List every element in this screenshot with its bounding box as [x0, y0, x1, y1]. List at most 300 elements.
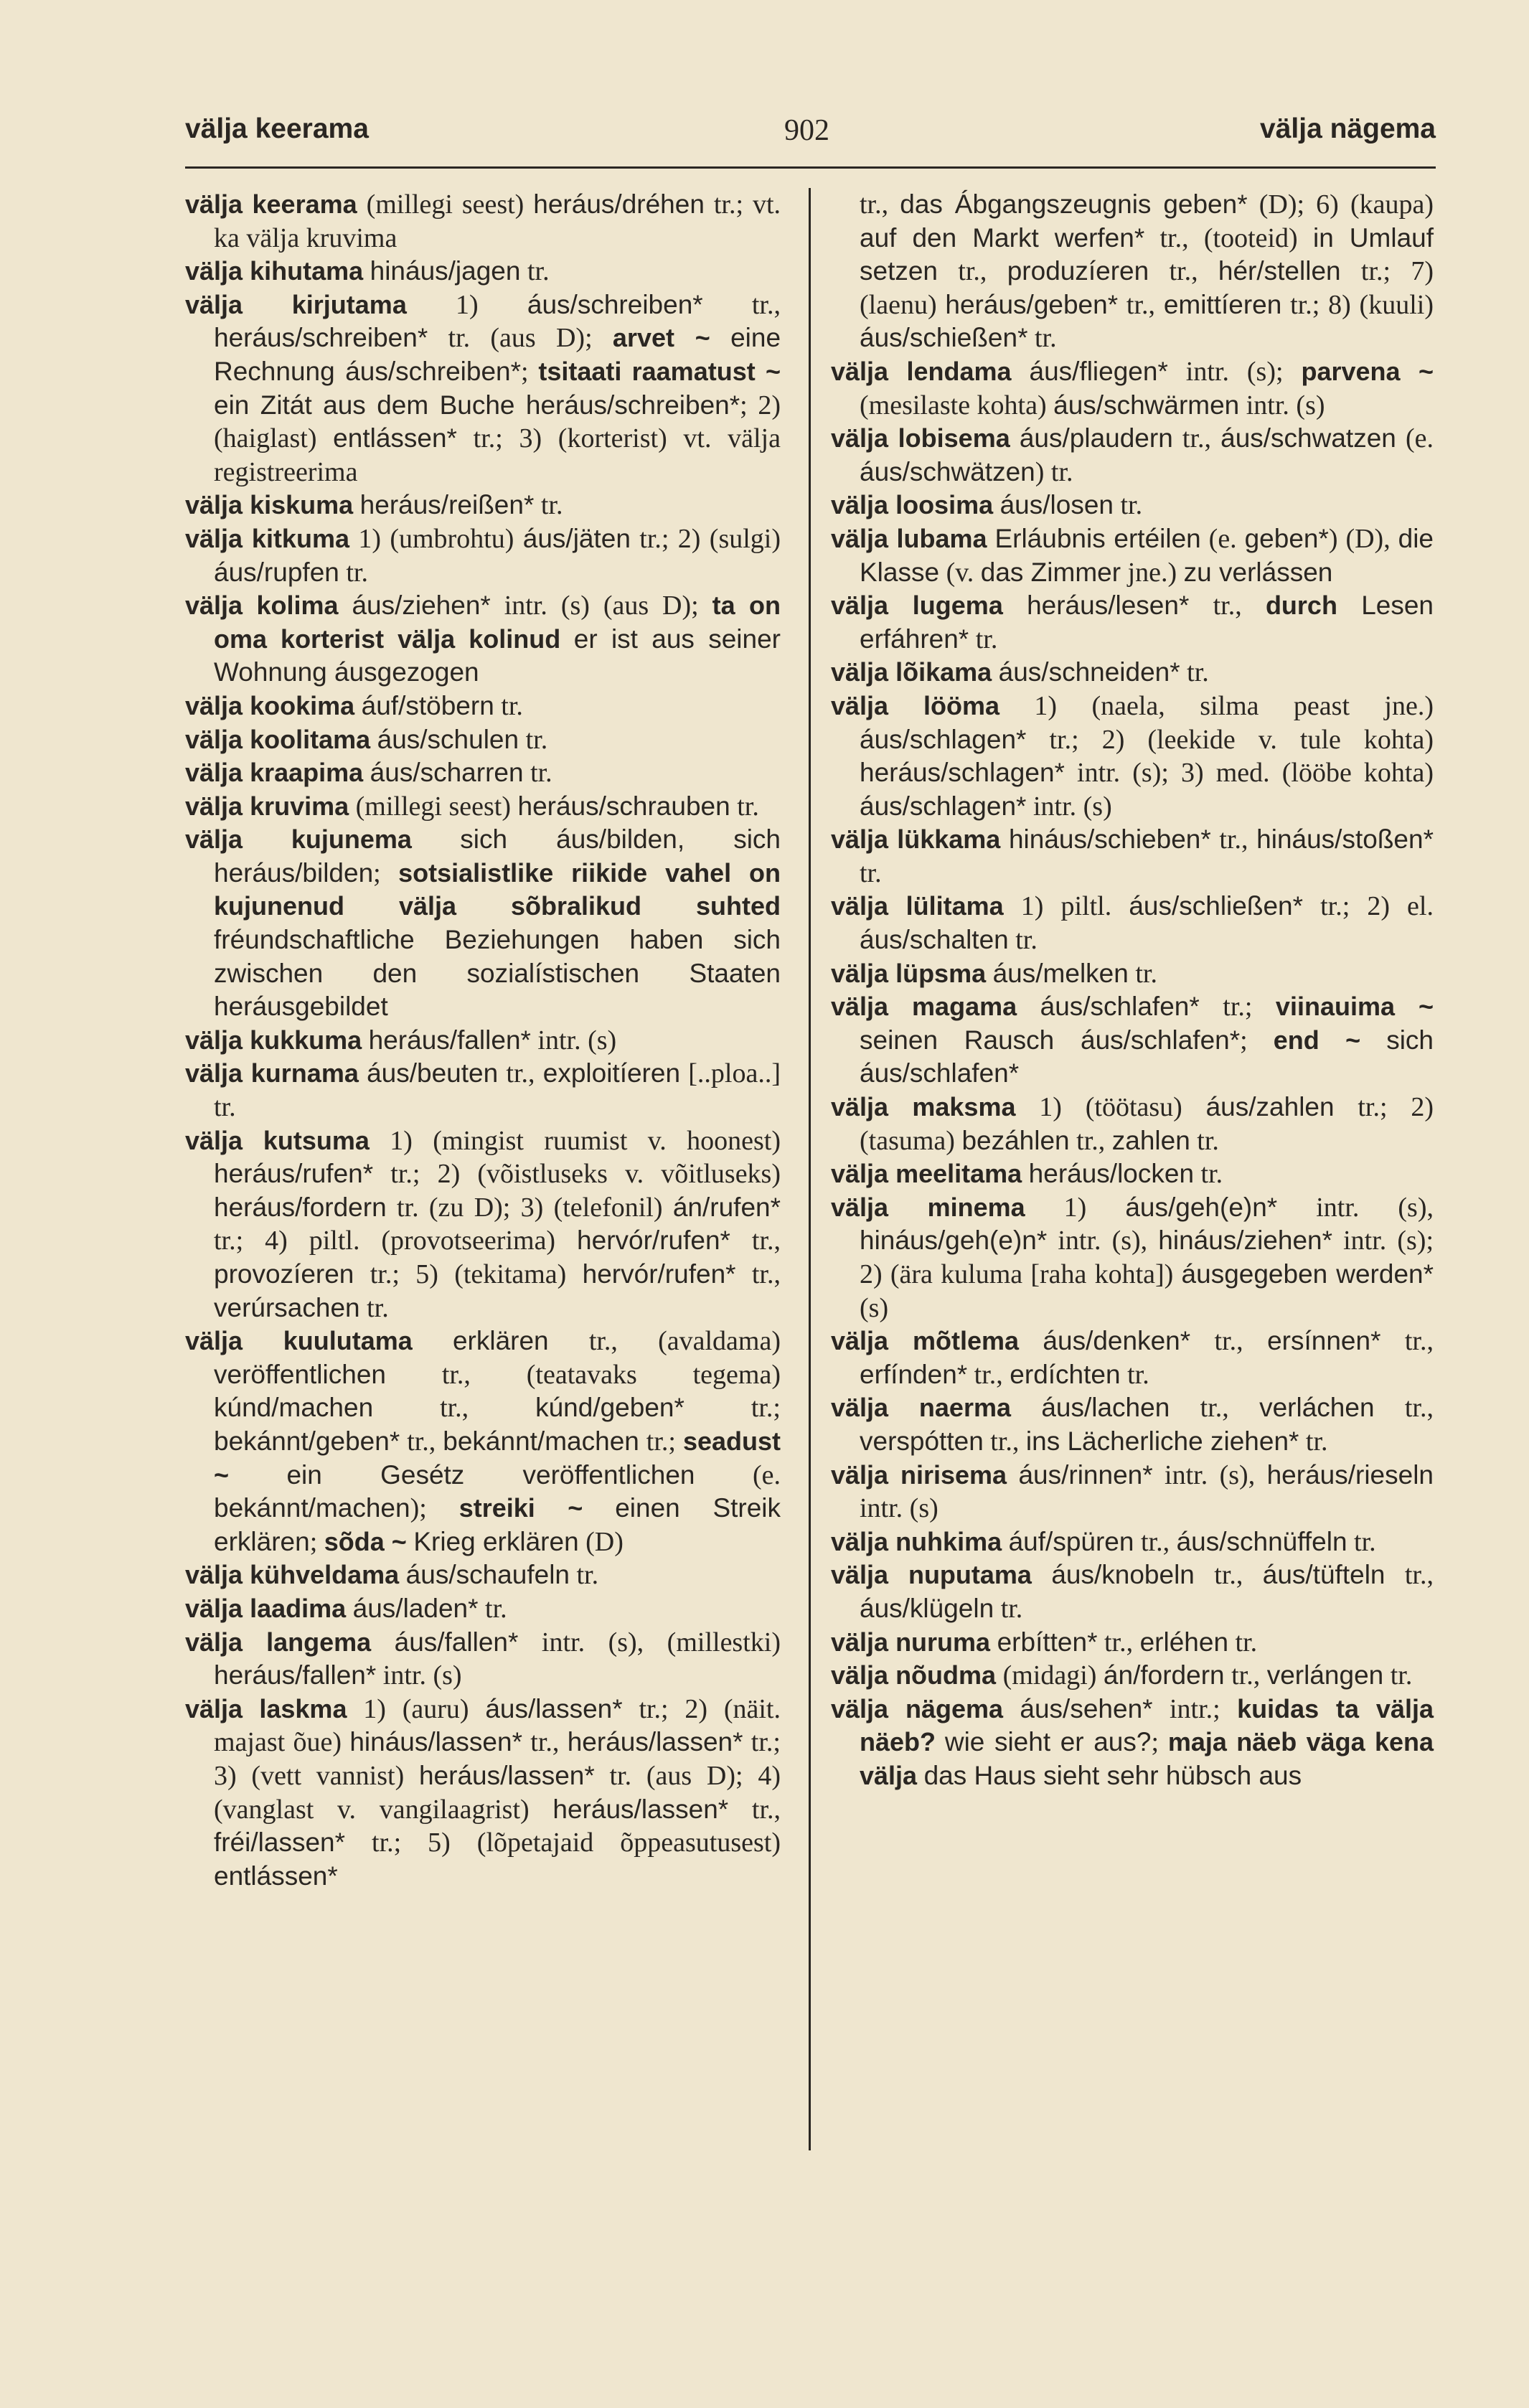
entry-note: tr.; 2) el.	[1303, 891, 1434, 922]
entry-note: intr.;	[1152, 1693, 1238, 1724]
entry-note: tr.,	[1210, 824, 1257, 855]
entry-note	[1000, 824, 1009, 855]
entry-translation: áus/schwärmen	[1053, 390, 1240, 420]
entry-headword: välja laskma	[185, 1693, 347, 1723]
dictionary-entry	[831, 1659, 1434, 1693]
entry-translation: hervór/rufen*	[577, 1226, 730, 1256]
entry-translation: áuf/stöbern	[361, 690, 494, 720]
entry-note	[1022, 1159, 1029, 1189]
entry-note	[1011, 1393, 1041, 1423]
entry-note: tr.	[478, 1593, 507, 1624]
entry-note: tr.; 7) (laenu)	[860, 256, 1434, 320]
entry-translation: heráus/fallen*	[368, 1025, 531, 1055]
entry-translation: áus/fallen*	[394, 1627, 519, 1657]
entry-note: tr.; 5) (tekitama)	[354, 1259, 583, 1289]
entry-headword: välja koolitama	[185, 724, 371, 754]
entry-headword: välja kolima	[185, 591, 339, 621]
entry-translation: án/rufen*	[672, 1192, 781, 1222]
entry-note	[1019, 1326, 1043, 1356]
entry-translation: die Klasse	[860, 523, 1434, 587]
entry-translation: produzíeren	[1007, 256, 1149, 286]
entry-headword: välja nuhkima	[831, 1526, 1002, 1556]
entry-translation: bekánnt/geben*	[214, 1426, 400, 1456]
dictionary-entry	[831, 422, 1434, 489]
entry-note: tr.	[570, 1560, 599, 1591]
entry-headword: välja maksma	[831, 1092, 1016, 1122]
entry-note: ;	[309, 1526, 324, 1557]
entry-note	[710, 323, 730, 353]
entry-translation: áus/schaufeln	[405, 1560, 570, 1590]
entry-note: tr.; vt. ka välja kruvima	[214, 189, 781, 253]
entry-note: tr.; 4) piltl. (provotseerima)	[214, 1226, 578, 1256]
entry-note: (e.	[1200, 523, 1245, 554]
dictionary-entry	[185, 255, 781, 288]
entry-headword: välja kiskuma	[185, 490, 354, 520]
entry-note: (mesilaste kohta)	[860, 390, 1054, 420]
entry-note: tr.	[1114, 490, 1143, 521]
entry-translation: heráus/fordern	[214, 1192, 387, 1222]
entry-note	[363, 758, 370, 788]
entry-note: tr.	[339, 557, 368, 588]
entry-translation: áus/jäten	[522, 523, 631, 553]
entry-translation: sich áus/schlafen*	[860, 1025, 1434, 1088]
entry-translation: heráus/rieseln	[1266, 1459, 1434, 1490]
entry-translation: provozíeren	[214, 1259, 354, 1289]
dictionary-entry	[831, 1525, 1434, 1559]
dictionary-entry	[185, 489, 781, 522]
entry-translation: Lesen erfáhren*	[860, 591, 1434, 654]
entry-note: intr. (s),	[1047, 1226, 1159, 1256]
entry-note: tr. (aus D);	[428, 323, 613, 354]
entry-note	[353, 490, 360, 520]
entry-note: intr. (s)	[376, 1660, 462, 1691]
entry-translation: erklären	[452, 1326, 549, 1356]
entry-translation: áus/melken	[992, 958, 1129, 988]
entry-note: (millegi seest)	[357, 189, 534, 220]
entry-note: intr. (s); 3) med. (lööbe kohta)	[1064, 758, 1434, 789]
entry-note	[1007, 1460, 1018, 1490]
entry-headword: välja lobisema	[831, 423, 1010, 453]
entry-note: tr.,	[1374, 1393, 1434, 1424]
entry-note: (millegi seest)	[349, 791, 518, 822]
left-column	[185, 188, 781, 1893]
dictionary-entry	[831, 990, 1434, 1091]
entry-note: tr.,	[1380, 1326, 1434, 1357]
entry-note: tr.,	[983, 1426, 1026, 1457]
dictionary-entry	[831, 1091, 1434, 1157]
entry-note: tr.; 2) (sulgi)	[630, 523, 781, 554]
entry-note: (e.	[1396, 423, 1434, 454]
entry-translation: verláchen	[1259, 1393, 1375, 1423]
entry-headword: välja kurnama	[185, 1058, 359, 1088]
entry-note: tr.,	[1224, 1660, 1267, 1691]
entry-note: tr.,	[1189, 591, 1266, 621]
entry-note: ;	[521, 356, 539, 387]
entry-note: 1) (naela, silma peast jne.)	[999, 690, 1434, 721]
dictionary-entry	[185, 1024, 781, 1058]
entry-translation: heráus/fallen*	[214, 1660, 377, 1690]
entry-translation: áus/denken*	[1043, 1326, 1191, 1356]
entry-translation: das Haus sieht sehr hübsch aus	[923, 1760, 1302, 1790]
entry-note: tr., (teatavaks tegema)	[385, 1359, 781, 1390]
entry-note: (s)	[860, 1292, 889, 1323]
entry-note: tr.;	[639, 1426, 683, 1457]
entry-note	[371, 1627, 395, 1657]
entry-headword: välja lendama	[831, 356, 1012, 386]
dictionary-entry	[185, 522, 781, 589]
entry-headword: välja nuruma	[831, 1627, 991, 1657]
entry-translation: Erláubnis ertéilen	[994, 523, 1201, 553]
entry-translation: fréi/lassen*	[214, 1828, 346, 1858]
dictionary-entry	[185, 823, 781, 1024]
entry-note: tr.,	[1118, 289, 1164, 320]
entry-note	[936, 1727, 945, 1757]
entry-headword: välja magama	[831, 992, 1017, 1022]
entry-translation: áusgegeben werden*	[1181, 1259, 1434, 1289]
entry-headword: viinauima ~	[1275, 992, 1434, 1022]
entry-note	[917, 1761, 924, 1791]
entry-translation: auf den Markt werfen*	[860, 222, 1145, 253]
dictionary-entry	[185, 1693, 781, 1894]
dictionary-entry	[831, 188, 1434, 355]
entry-note	[413, 1326, 453, 1356]
entry-headword: end ~	[1273, 1025, 1361, 1055]
entry-note	[412, 824, 460, 855]
entry-headword: välja kraapima	[185, 758, 364, 788]
entry-translation: Krieg erklären	[413, 1526, 579, 1556]
entry-note: tr.,	[373, 1393, 536, 1424]
entry-headword: ta on oma korterist välja kolinud	[214, 591, 781, 654]
entry-note: tr.,	[1069, 1125, 1112, 1156]
entry-note: ) tr.	[1035, 456, 1073, 487]
entry-translation: áus/schreiben*	[527, 289, 703, 319]
entry-translation: in Umlauf setzen	[860, 222, 1434, 286]
entry-note: tr.,	[1097, 1627, 1140, 1657]
entry-note: 1) (mingist ruumist v. hoonest)	[369, 1125, 781, 1156]
entry-translation: ersínnen*	[1267, 1326, 1381, 1356]
entry-note	[992, 657, 999, 687]
entry-translation: bekánnt/machen	[443, 1426, 639, 1456]
entry-translation: er ist aus seiner Wohnung áusgezogen	[214, 624, 781, 687]
entry-note: tr. (zu D); 3) (telefonil)	[386, 1192, 673, 1223]
entry-translation: heráus/rufen*	[214, 1159, 374, 1189]
dictionary-entry	[185, 1558, 781, 1592]
dictionary-entry	[831, 1325, 1434, 1391]
entry-note	[370, 725, 377, 755]
dictionary-entry	[185, 1325, 781, 1558]
page-number: 902	[784, 114, 829, 147]
entry-note: tr.; 2) (näit. majast õue)	[214, 1693, 781, 1758]
dictionary-entry	[185, 1626, 781, 1693]
entry-note: ;	[1151, 1727, 1168, 1758]
entry-headword: välja kühveldama	[185, 1560, 400, 1590]
entry-translation: hináus/ziehen*	[1158, 1226, 1333, 1256]
entry-note: ; 2) (haiglast)	[214, 390, 781, 454]
dictionary-entry	[185, 288, 781, 489]
entry-translation: hináus/stoßen*	[1256, 824, 1434, 855]
entry-translation: das Zimmer	[980, 557, 1121, 587]
entry-headword: välja kutsuma	[185, 1125, 370, 1155]
entry-note: (e.	[695, 1459, 781, 1490]
entry-note: tr., (avaldama)	[548, 1326, 781, 1357]
entry-headword: durch	[1265, 591, 1337, 621]
entry-headword: välja langema	[185, 1627, 372, 1657]
entry-translation: áus/scharren	[370, 758, 524, 788]
entry-note: intr. (s),	[1277, 1192, 1434, 1223]
entry-note: tr.,	[1149, 256, 1218, 287]
entry-headword: välja lubama	[831, 523, 987, 553]
entry-note: tr.; 2) (tasuma)	[860, 1092, 1434, 1156]
running-head-left: välja keerama	[185, 113, 369, 144]
dictionary-entry	[185, 690, 781, 723]
dictionary-entry	[831, 1558, 1434, 1625]
entry-translation: ins Lächerliche ziehen*	[1025, 1426, 1299, 1456]
entry-translation: áus/fliegen*	[1029, 356, 1168, 386]
entry-translation: áus/lassen*	[485, 1693, 623, 1723]
entry-translation: áus/schließen*	[1129, 891, 1303, 921]
entry-headword: välja mõtlema	[831, 1326, 1020, 1356]
entry-translation: veröffentlichen	[214, 1359, 386, 1389]
entry-note: intr. (s)	[1239, 390, 1325, 420]
dictionary-entry	[831, 1391, 1434, 1458]
entry-translation: hináus/jagen	[370, 256, 521, 286]
entry-translation: verlángen	[1266, 1660, 1384, 1690]
dictionary-entry	[831, 690, 1434, 823]
entry-headword: välja nägema	[831, 1693, 1004, 1723]
entry-translation: áus/schneiden*	[998, 657, 1180, 687]
entry-translation: heráus/schreiben*	[214, 323, 428, 353]
entry-note: intr. (s),	[1152, 1459, 1267, 1490]
entry-translation: heráus/locken	[1028, 1159, 1195, 1189]
entry-headword: välja naerma	[831, 1393, 1011, 1423]
dictionary-entry	[185, 756, 781, 790]
entry-headword: välja lõikama	[831, 657, 992, 687]
entry-translation: emittíeren	[1163, 289, 1282, 319]
entry-note	[359, 1058, 367, 1088]
entry-translation: heráus/lassen*	[552, 1794, 729, 1824]
entry-note: tr.	[730, 791, 759, 822]
entry-note: tr.	[1347, 1526, 1376, 1557]
entry-note: intr. (s), (millestki)	[518, 1627, 781, 1657]
entry-headword: välja kruvima	[185, 791, 349, 821]
entry-note: tr.	[1027, 323, 1057, 354]
entry-translation: seinen Rausch áus/schlafen*	[860, 1025, 1241, 1055]
entry-note	[363, 256, 370, 286]
entry-translation: áuf/spüren	[1008, 1526, 1134, 1556]
entry-headword: välja keerama	[185, 189, 357, 219]
entry-note: 1) (auru)	[347, 1693, 486, 1724]
entry-note: tr.,	[735, 1259, 781, 1289]
dictionary-entry	[185, 1057, 781, 1124]
entry-note: tr.	[494, 690, 523, 721]
entry-note	[1017, 992, 1040, 1022]
entry-note	[1337, 591, 1361, 621]
entry-headword: välja nuputama	[831, 1560, 1032, 1590]
entry-note: tr.;	[684, 1393, 781, 1424]
entry-headword: seadust ~	[214, 1426, 781, 1490]
entry-headword: välja kirjutama	[185, 289, 407, 319]
entry-translation: sich áus/bilden, sich heráus/bilden	[214, 824, 781, 888]
entry-translation: hináus/lassen*	[349, 1727, 522, 1757]
entry-headword: välja kihutama	[185, 256, 364, 286]
entry-translation: áus/schwätzen	[860, 456, 1035, 486]
entry-translation: áus/schnüffeln	[1176, 1526, 1347, 1556]
entry-note	[560, 624, 574, 654]
entry-translation: áus/knobeln	[1051, 1560, 1195, 1590]
entry-note: tr.	[1120, 1359, 1149, 1390]
entry-note: tr.,	[860, 189, 900, 220]
entry-translation: áus/schlagen*	[860, 724, 1027, 754]
entry-translation: áus/plaudern	[1019, 423, 1173, 453]
entry-note: tr.,	[1190, 1326, 1268, 1357]
entry-translation: eine Rechnung áus/schreiben*	[214, 323, 781, 386]
dictionary-entry	[831, 1157, 1434, 1191]
right-column	[831, 188, 1434, 1793]
entry-headword: välja lööma	[831, 690, 999, 720]
entry-note	[399, 1560, 406, 1590]
entry-translation: áus/sehen*	[1020, 1693, 1153, 1723]
entry-translation: erfínden*	[860, 1359, 968, 1389]
entry-note: );	[410, 1493, 459, 1524]
entry-note: tr.	[1128, 958, 1157, 989]
entry-translation: áus/beuten	[367, 1058, 499, 1088]
dictionary-entry	[831, 589, 1434, 656]
entry-note: [..ploa..] tr.	[214, 1058, 781, 1123]
entry-note: tr.,	[498, 1058, 543, 1089]
dictionary-entry	[185, 589, 781, 690]
entry-translation: áus/rupfen	[214, 557, 339, 587]
entry-note: intr. (s) (aus D);	[490, 591, 712, 621]
entry-translation: hináus/geh(e)n*	[860, 1226, 1048, 1256]
entry-translation: exploitíeren	[542, 1058, 681, 1088]
entry-note: intr. (s);	[1167, 356, 1302, 387]
entry-translation: áus/geh(e)n*	[1125, 1192, 1278, 1222]
entry-headword: välja nõudma	[831, 1660, 997, 1690]
entry-translation: án/fordern	[1103, 1660, 1225, 1690]
entry-note	[229, 1460, 286, 1490]
entry-note	[1003, 591, 1027, 621]
entry-note: tr.,	[938, 256, 1007, 287]
entry-note	[339, 591, 352, 621]
entry-note: 1) (töötasu)	[1015, 1092, 1206, 1123]
entry-headword: välja loosima	[831, 490, 994, 520]
entry-note	[1003, 1694, 1020, 1724]
entry-translation: áus/zahlen	[1205, 1092, 1335, 1122]
entry-note	[1360, 1025, 1386, 1055]
entry-note: (midagi)	[996, 1660, 1104, 1691]
entry-note: tr.	[1228, 1627, 1258, 1657]
entry-translation: áus/ziehen*	[352, 591, 491, 621]
entry-headword: välja meelitama	[831, 1159, 1022, 1189]
entry-note: tr.; 2) (võistluseks v. võitluseks)	[373, 1159, 781, 1190]
entry-note: tr. (aus D); 4) (vanglast v. vangilaagrist)	[214, 1760, 781, 1825]
entry-note: tr., (tooteid)	[1144, 222, 1313, 253]
dictionary-entry	[185, 790, 781, 824]
dictionary-entry	[831, 1191, 1434, 1325]
entry-translation: áus/losen	[999, 490, 1114, 520]
dictionary-entry	[831, 1459, 1434, 1525]
entry-translation: áus/schlagen*	[860, 791, 1027, 821]
entry-translation: áus/klügeln	[860, 1593, 994, 1623]
entry-headword: välja kujunema	[185, 824, 412, 855]
entry-note: tr.,	[400, 1426, 443, 1457]
entry-note: tr.	[1299, 1426, 1328, 1457]
entry-note: ;	[373, 857, 399, 888]
entry-note: (v.	[939, 557, 981, 588]
entry-note: 1)	[406, 289, 527, 320]
entry-note: intr. (s); 2) (ära kuluma [raha kohta])	[860, 1226, 1434, 1289]
entry-translation: geben*	[1244, 523, 1329, 553]
entry-headword: maja näeb väga kena välja	[860, 1727, 1434, 1790]
entry-translation: wie sieht er aus?	[944, 1727, 1152, 1757]
dictionary-entry	[831, 823, 1434, 890]
entry-note: tr.; 2) (leekide v. tule kohta)	[1026, 724, 1434, 755]
entry-note: tr.; 5) (lõpetajaid õppeasutusest)	[345, 1828, 781, 1858]
dictionary-entry	[831, 656, 1434, 690]
entry-note: tr.	[359, 1292, 389, 1323]
entry-note: tr.	[1190, 1125, 1219, 1156]
entry-note: tr.	[994, 1593, 1023, 1624]
entry-headword: välja lükkama	[831, 824, 1001, 855]
dictionary-entry	[831, 1626, 1434, 1660]
entry-translation: heráus/dréhen	[533, 189, 705, 219]
entry-note: intr. (s)	[860, 1493, 938, 1524]
entry-note: 1) (umbrohtu)	[349, 523, 523, 554]
entry-note: tr.,	[522, 1727, 568, 1758]
entry-headword: välja kukkuma	[185, 1025, 362, 1055]
entry-note: tr.,	[967, 1359, 1010, 1390]
running-head-right: välja nägema	[1260, 113, 1436, 144]
entry-headword: arvet ~	[612, 323, 710, 353]
dictionary-entry	[185, 1124, 781, 1325]
entry-translation: das Ábgangszeugnis geben*	[900, 189, 1248, 219]
entry-note	[990, 1627, 997, 1657]
entry-note: tr.	[1383, 1660, 1413, 1691]
entry-note: tr.	[860, 857, 882, 888]
entry-translation: bekánnt/machen	[214, 1493, 410, 1523]
entry-note: (D); 6) (kaupa)	[1247, 189, 1434, 220]
entry-headword: streiki ~	[458, 1493, 583, 1523]
entry-note: intr. (s)	[530, 1025, 617, 1055]
entry-note: 1)	[1025, 1192, 1126, 1223]
entry-translation: hér/stellen	[1218, 256, 1341, 286]
entry-translation: áus/schießen*	[860, 323, 1028, 353]
entry-headword: välja lüpsma	[831, 958, 987, 988]
entry-translation: heráus/geben*	[945, 289, 1119, 319]
entry-translation: verspótten	[860, 1426, 984, 1456]
entry-translation: entlássen*	[333, 423, 457, 453]
entry-translation: áus/schlafen*	[1040, 992, 1200, 1022]
entry-headword: välja minema	[831, 1192, 1025, 1222]
entry-note: tr.	[523, 758, 552, 789]
entry-translation: áus/schalten	[860, 925, 1009, 955]
entry-note: tr.	[534, 490, 563, 521]
entry-note	[1010, 423, 1020, 453]
entry-note	[346, 1594, 353, 1624]
entry-note: 1) piltl.	[1003, 891, 1129, 922]
entry-translation: heráus/schlagen*	[860, 758, 1065, 788]
entry-headword: sõda ~	[324, 1526, 407, 1556]
entry-headword: välja lugema	[831, 591, 1003, 621]
entry-headword: välja kookima	[185, 690, 355, 720]
page-header	[185, 106, 1436, 164]
entry-translation: fréundschaftliche Beziehungen haben sich zwischen den sozialístischen Staaten heráusgebildet	[214, 925, 781, 1022]
entry-note	[362, 1025, 369, 1055]
dictionary-entry	[831, 489, 1434, 522]
entry-note: tr.,	[702, 289, 781, 320]
entry-translation: zu verlássen	[1183, 557, 1333, 587]
entry-headword: välja kitkuma	[185, 523, 349, 553]
